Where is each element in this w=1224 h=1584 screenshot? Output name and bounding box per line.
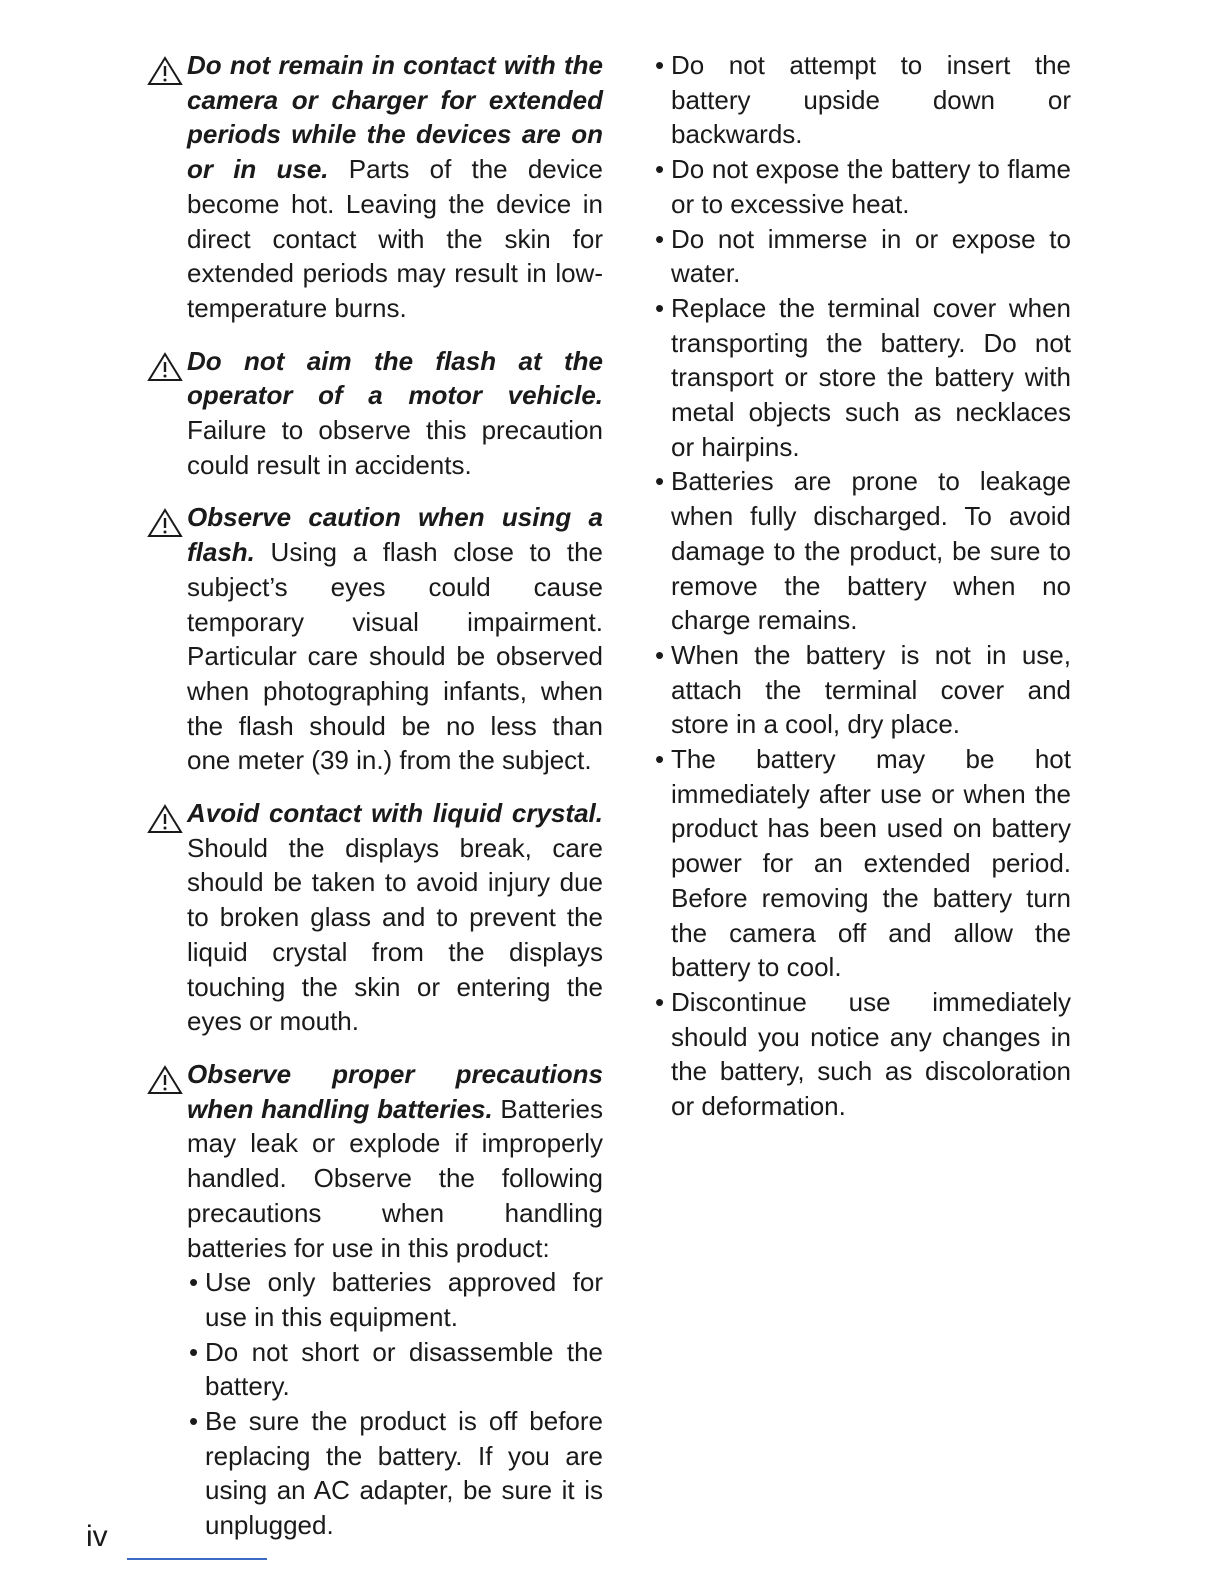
bullet-dot: • <box>655 744 665 775</box>
warning-contact-heat <box>147 48 603 326</box>
list-item-text: The battery may be hot immediately after use or when the product has been used on battery power for an extended period. Before removing the battery turn the camera off and allow the battery to cool. <box>671 744 1071 983</box>
list-item-text: Discontinue use immediately should you notice any changes in the battery, such as discoloration or deformation. <box>671 986 1071 1122</box>
list-item-text: Do not short or disassemble the battery. <box>205 1336 603 1402</box>
list-item-text: Do not attempt to insert the battery upside down or backwards. <box>671 50 1071 150</box>
list-item <box>653 742 1071 985</box>
warning-body: Should the displays break, care should be taken to avoid injury due to broken glass and to prevent the liquid crystal from the displays touching the skin or entering the eyes or mouth. <box>187 832 603 1037</box>
warning-triangle-icon <box>147 56 183 86</box>
warning-lead: Observe caution when using a flash. <box>187 502 603 568</box>
warning-paragraph <box>187 1057 603 1265</box>
warning-lead: Observe proper precautions when handling batteries. <box>187 1058 603 1124</box>
bullet-dot: • <box>655 466 665 497</box>
list-item-text: When the battery is not in use, attach the terminal cover and store in a cool, dry place. <box>671 639 1071 740</box>
warning-lead: Do not aim the flash at the operator of a motor vehicle. <box>187 345 603 411</box>
warning-triangle-icon <box>147 804 183 834</box>
warning-triangle-icon <box>147 352 183 382</box>
list-item-text: Be sure the product is off before replacing the battery. If you are using an AC adapter, be sure it is unplugged. <box>205 1406 603 1541</box>
bullet-dot: • <box>655 154 665 185</box>
list-item <box>653 48 1071 152</box>
battery-precautions-list <box>187 1265 603 1543</box>
bullet-dot: • <box>655 223 665 254</box>
warning-body: Using a flash close to the subject’s eyes could cause temporary visual impairment. Particular care should be observed when photographing infants, when the flash should be no less than one meter (39 in.) from the subject. <box>187 537 603 776</box>
list-item <box>653 985 1071 1124</box>
bullet-dot: • <box>189 1406 199 1437</box>
warning-liquid-crystal <box>147 796 603 1039</box>
list-item <box>653 222 1071 291</box>
warning-paragraph <box>187 500 603 778</box>
footer-accent-line <box>127 1558 267 1560</box>
warning-triangle-icon <box>147 1065 183 1095</box>
warning-flash-driver <box>147 344 603 483</box>
bullet-dot: • <box>655 639 665 670</box>
list-item-text: Batteries are prone to leakage when fully discharged. To avoid damage to the product, be sure to remove the battery when no charge remains. <box>671 466 1071 636</box>
warning-batteries <box>147 1057 603 1543</box>
list-item-text: Do not expose the battery to flame or to excessive heat. <box>671 154 1071 219</box>
list-item <box>653 291 1071 465</box>
bullet-dot: • <box>189 1336 199 1367</box>
list-item <box>653 464 1071 638</box>
list-item <box>653 152 1071 221</box>
list-item-text: Do not immerse in or expose to water. <box>671 223 1071 289</box>
warning-triangle-icon <box>147 508 183 538</box>
warning-body: Failure to observe this precaution could result in accidents. <box>187 415 603 480</box>
page-number: iv <box>86 1520 108 1553</box>
list-item <box>187 1335 603 1404</box>
warning-paragraph <box>187 344 603 483</box>
bullet-dot: • <box>655 986 665 1017</box>
warning-lead: Do not remain in contact with the camera or charger for extended periods while the devices are on or in use. <box>187 50 603 185</box>
list-item-text: Replace the terminal cover when transporting the battery. Do not transport or store the battery with metal objects such as necklaces or hairpins. <box>671 292 1071 462</box>
warning-body: Batteries may leak or explode if improperly handled. Observe the following precautions when handling batteries for use in this product: <box>187 1093 603 1263</box>
battery-precautions-list-continued <box>653 48 1071 1124</box>
bullet-dot: • <box>655 50 665 80</box>
list-item <box>187 1265 603 1334</box>
right-column <box>653 48 1071 1124</box>
warning-paragraph <box>187 796 603 1039</box>
list-item-text: Use only batteries approved for use in this equipment. <box>205 1267 603 1332</box>
list-item <box>653 638 1071 742</box>
warning-lead: Avoid contact with liquid crystal. <box>187 798 603 829</box>
left-column <box>147 48 603 1561</box>
bullet-dot: • <box>189 1267 199 1298</box>
list-item <box>187 1404 603 1543</box>
warning-body: Parts of the device become hot. Leaving the device in direct contact with the skin for extended periods may result in low-temperature burns. <box>187 154 603 323</box>
warning-paragraph <box>187 48 603 326</box>
bullet-dot: • <box>655 292 665 323</box>
warning-flash-caution <box>147 500 603 778</box>
